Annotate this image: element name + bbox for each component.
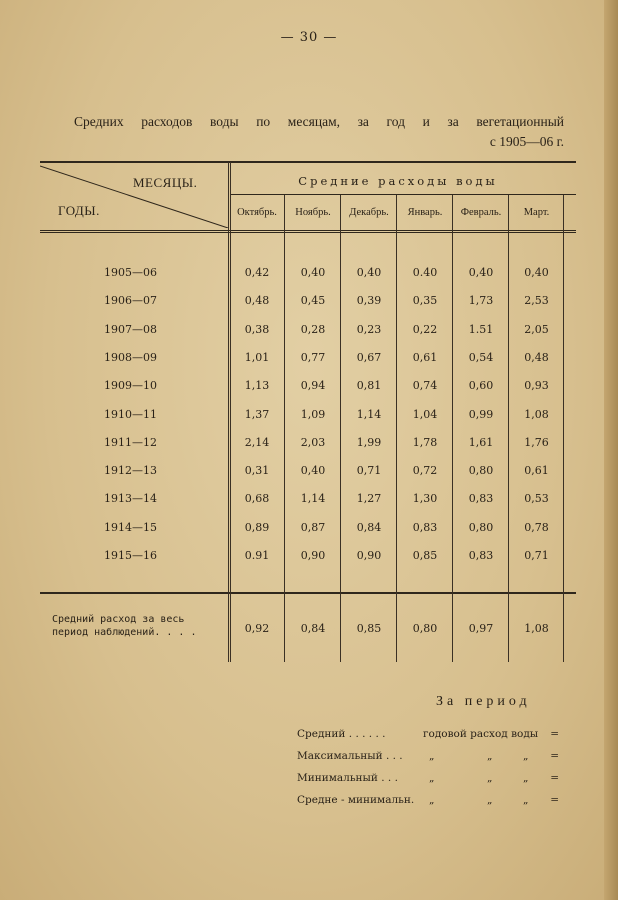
table-cell: 1,27 [356, 492, 382, 506]
table-cell: 0,85 [412, 549, 438, 562]
column-rule [340, 195, 341, 662]
period-row-label: Средний . . . . . . [297, 728, 386, 740]
table-cell: 0,84 [356, 520, 382, 534]
equals-sign: = [550, 728, 559, 740]
table-cell: 0,35 [412, 294, 438, 308]
table-cell: 0,40 [356, 266, 382, 279]
table-cell: 0,90 [300, 549, 326, 562]
ditto-mark: „ [487, 772, 493, 784]
table-cell: 0,40 [524, 266, 549, 279]
column-rule [508, 195, 509, 662]
column-header: Декабрь. [349, 207, 389, 218]
average-label-line-1: Средний расход за весь [52, 614, 185, 625]
table-cell: 0,31 [244, 464, 270, 478]
table-cell: 1,09 [300, 407, 326, 421]
table-cell: 1,01 [244, 350, 270, 364]
period-row [297, 772, 559, 788]
table-top-rule [40, 161, 576, 163]
body-bottom-rule [40, 592, 576, 594]
average-label-line-2: период наблюдений. . . . [52, 627, 197, 638]
table-cell: 1.51 [468, 322, 494, 336]
table-cell: 0,74 [412, 379, 438, 393]
table-cell: 1,13 [244, 379, 270, 393]
table-cell: 1,78 [412, 435, 438, 449]
column-rule [563, 195, 564, 662]
equals-sign: = [550, 794, 559, 806]
equals-sign: = [550, 772, 559, 784]
table-cell: 1,73 [468, 294, 494, 308]
table-cell: 0,40 [300, 266, 326, 279]
row-year: 1910—11 [104, 407, 157, 421]
row-year: 1915—16 [104, 549, 157, 562]
row-year: 1908—09 [104, 350, 157, 364]
column-header: Март. [523, 207, 550, 218]
ditto-mark: „ [487, 750, 493, 762]
table-cell: 2,03 [300, 435, 326, 449]
column-rule [396, 195, 397, 662]
period-row [297, 750, 559, 766]
row-year: 1905—06 [104, 266, 157, 279]
table-cell: 0.40 [412, 266, 438, 279]
table-cell: 0,83 [468, 492, 494, 506]
table-cell: 0,67 [356, 350, 382, 364]
header-bottom-rule [40, 230, 576, 233]
column-header: Октябрь. [237, 207, 277, 218]
ditto-mark: „ [523, 750, 529, 762]
average-cell: 0,92 [244, 622, 270, 635]
ditto-mark: „ [429, 750, 435, 762]
table-cell: 0,39 [356, 294, 382, 308]
page-number: — 30 — [280, 30, 338, 45]
average-cell: 0,80 [412, 622, 438, 635]
table-cell: 0,68 [244, 492, 270, 506]
period-row-text: годовой расход воды [423, 728, 539, 740]
table-cell: 0,94 [300, 379, 326, 393]
table-cell: 0,80 [468, 464, 494, 478]
table-cell: 0,80 [468, 520, 494, 534]
ditto-mark: „ [429, 794, 435, 806]
table-cell: 0.91 [244, 549, 270, 562]
table-cell: 1,14 [356, 407, 382, 421]
years-header: ГОДЫ. [58, 203, 100, 218]
table-cell: 0,83 [412, 520, 438, 534]
column-rule [284, 195, 285, 662]
months-header: МЕСЯЦЫ. [133, 175, 198, 190]
table-cell: 0,77 [300, 350, 326, 364]
average-cell: 0,84 [300, 622, 326, 635]
table-cell: 0,22 [412, 322, 438, 336]
table-cell: 0,38 [244, 322, 270, 336]
table-cell: 1,14 [300, 492, 326, 506]
table-cell: 1,30 [412, 492, 438, 506]
table-cell: 0,89 [244, 520, 270, 534]
column-header: Январь. [407, 207, 443, 218]
discharge-group-header: Средние расходы воды [298, 174, 498, 188]
row-year: 1912—13 [104, 464, 157, 478]
period-row-label: Минимальный . . . [297, 772, 398, 784]
equals-sign: = [550, 750, 559, 762]
table-cell: 1,37 [244, 407, 270, 421]
table-title-line-1: Средних расходов воды по месяцам, за год и за вегетационный [74, 114, 564, 129]
table-cell: 0,48 [524, 350, 549, 364]
table-cell: 0,23 [356, 322, 382, 336]
table-cell: 0,40 [468, 266, 494, 279]
average-cell: 0,85 [356, 622, 382, 635]
table-cell: 1,61 [468, 435, 494, 449]
ditto-mark: „ [429, 772, 435, 784]
row-year: 1906—07 [104, 294, 157, 308]
table-cell: 1,04 [412, 407, 438, 421]
column-header: Февраль. [460, 207, 502, 218]
table-cell: 0,28 [300, 322, 326, 336]
period-title: За период [436, 694, 531, 709]
table-cell: 0,83 [468, 549, 494, 562]
table-cell: 0,81 [356, 379, 382, 393]
average-cell: 1,08 [524, 622, 549, 635]
header-group-rule [230, 194, 576, 195]
row-year: 1907—08 [104, 322, 157, 336]
table-cell: 0,93 [524, 379, 549, 393]
average-label [52, 613, 197, 639]
ditto-mark: „ [523, 794, 529, 806]
table-cell: 0,53 [524, 492, 549, 506]
table-cell: 1,08 [524, 407, 549, 421]
period-row-label: Средне - минимальн. [297, 794, 415, 806]
table-cell: 0,54 [468, 350, 494, 364]
table-cell: 1,76 [524, 435, 549, 449]
column-header: Ноябрь. [295, 207, 331, 218]
table-cell: 2,05 [524, 322, 549, 336]
table-cell: 0,71 [524, 549, 549, 562]
table-cell: 0,61 [412, 350, 438, 364]
table-cell: 0,42 [244, 266, 270, 279]
table-cell: 0,60 [468, 379, 494, 393]
ditto-mark: „ [523, 772, 529, 784]
table-cell: 0,72 [412, 464, 438, 478]
row-year: 1913—14 [104, 492, 157, 506]
table-cell: 0,99 [468, 407, 494, 421]
table-cell: 0,71 [356, 464, 382, 478]
table-title-line-2: с 1905—06 г. [489, 134, 564, 149]
table-cell: 1,99 [356, 435, 382, 449]
table-cell: 0,48 [244, 294, 270, 308]
table-cell: 0,45 [300, 294, 326, 308]
row-year: 1914—15 [104, 520, 157, 534]
table-cell: 0,61 [524, 464, 549, 478]
table-cell: 2,53 [524, 294, 549, 308]
period-row-label: Максимальный . . . [297, 750, 403, 762]
column-rule [452, 195, 453, 662]
period-row [297, 794, 559, 810]
table-cell: 2,14 [244, 435, 270, 449]
row-year: 1909—10 [104, 379, 157, 393]
table-cell: 0,40 [300, 464, 326, 478]
row-year: 1911—12 [104, 435, 157, 449]
average-cell: 0,97 [468, 622, 494, 635]
ditto-mark: „ [487, 794, 493, 806]
period-row [297, 728, 559, 744]
table-cell: 0,87 [300, 520, 326, 534]
table-cell: 0,90 [356, 549, 382, 562]
table-cell: 0,78 [524, 520, 549, 534]
